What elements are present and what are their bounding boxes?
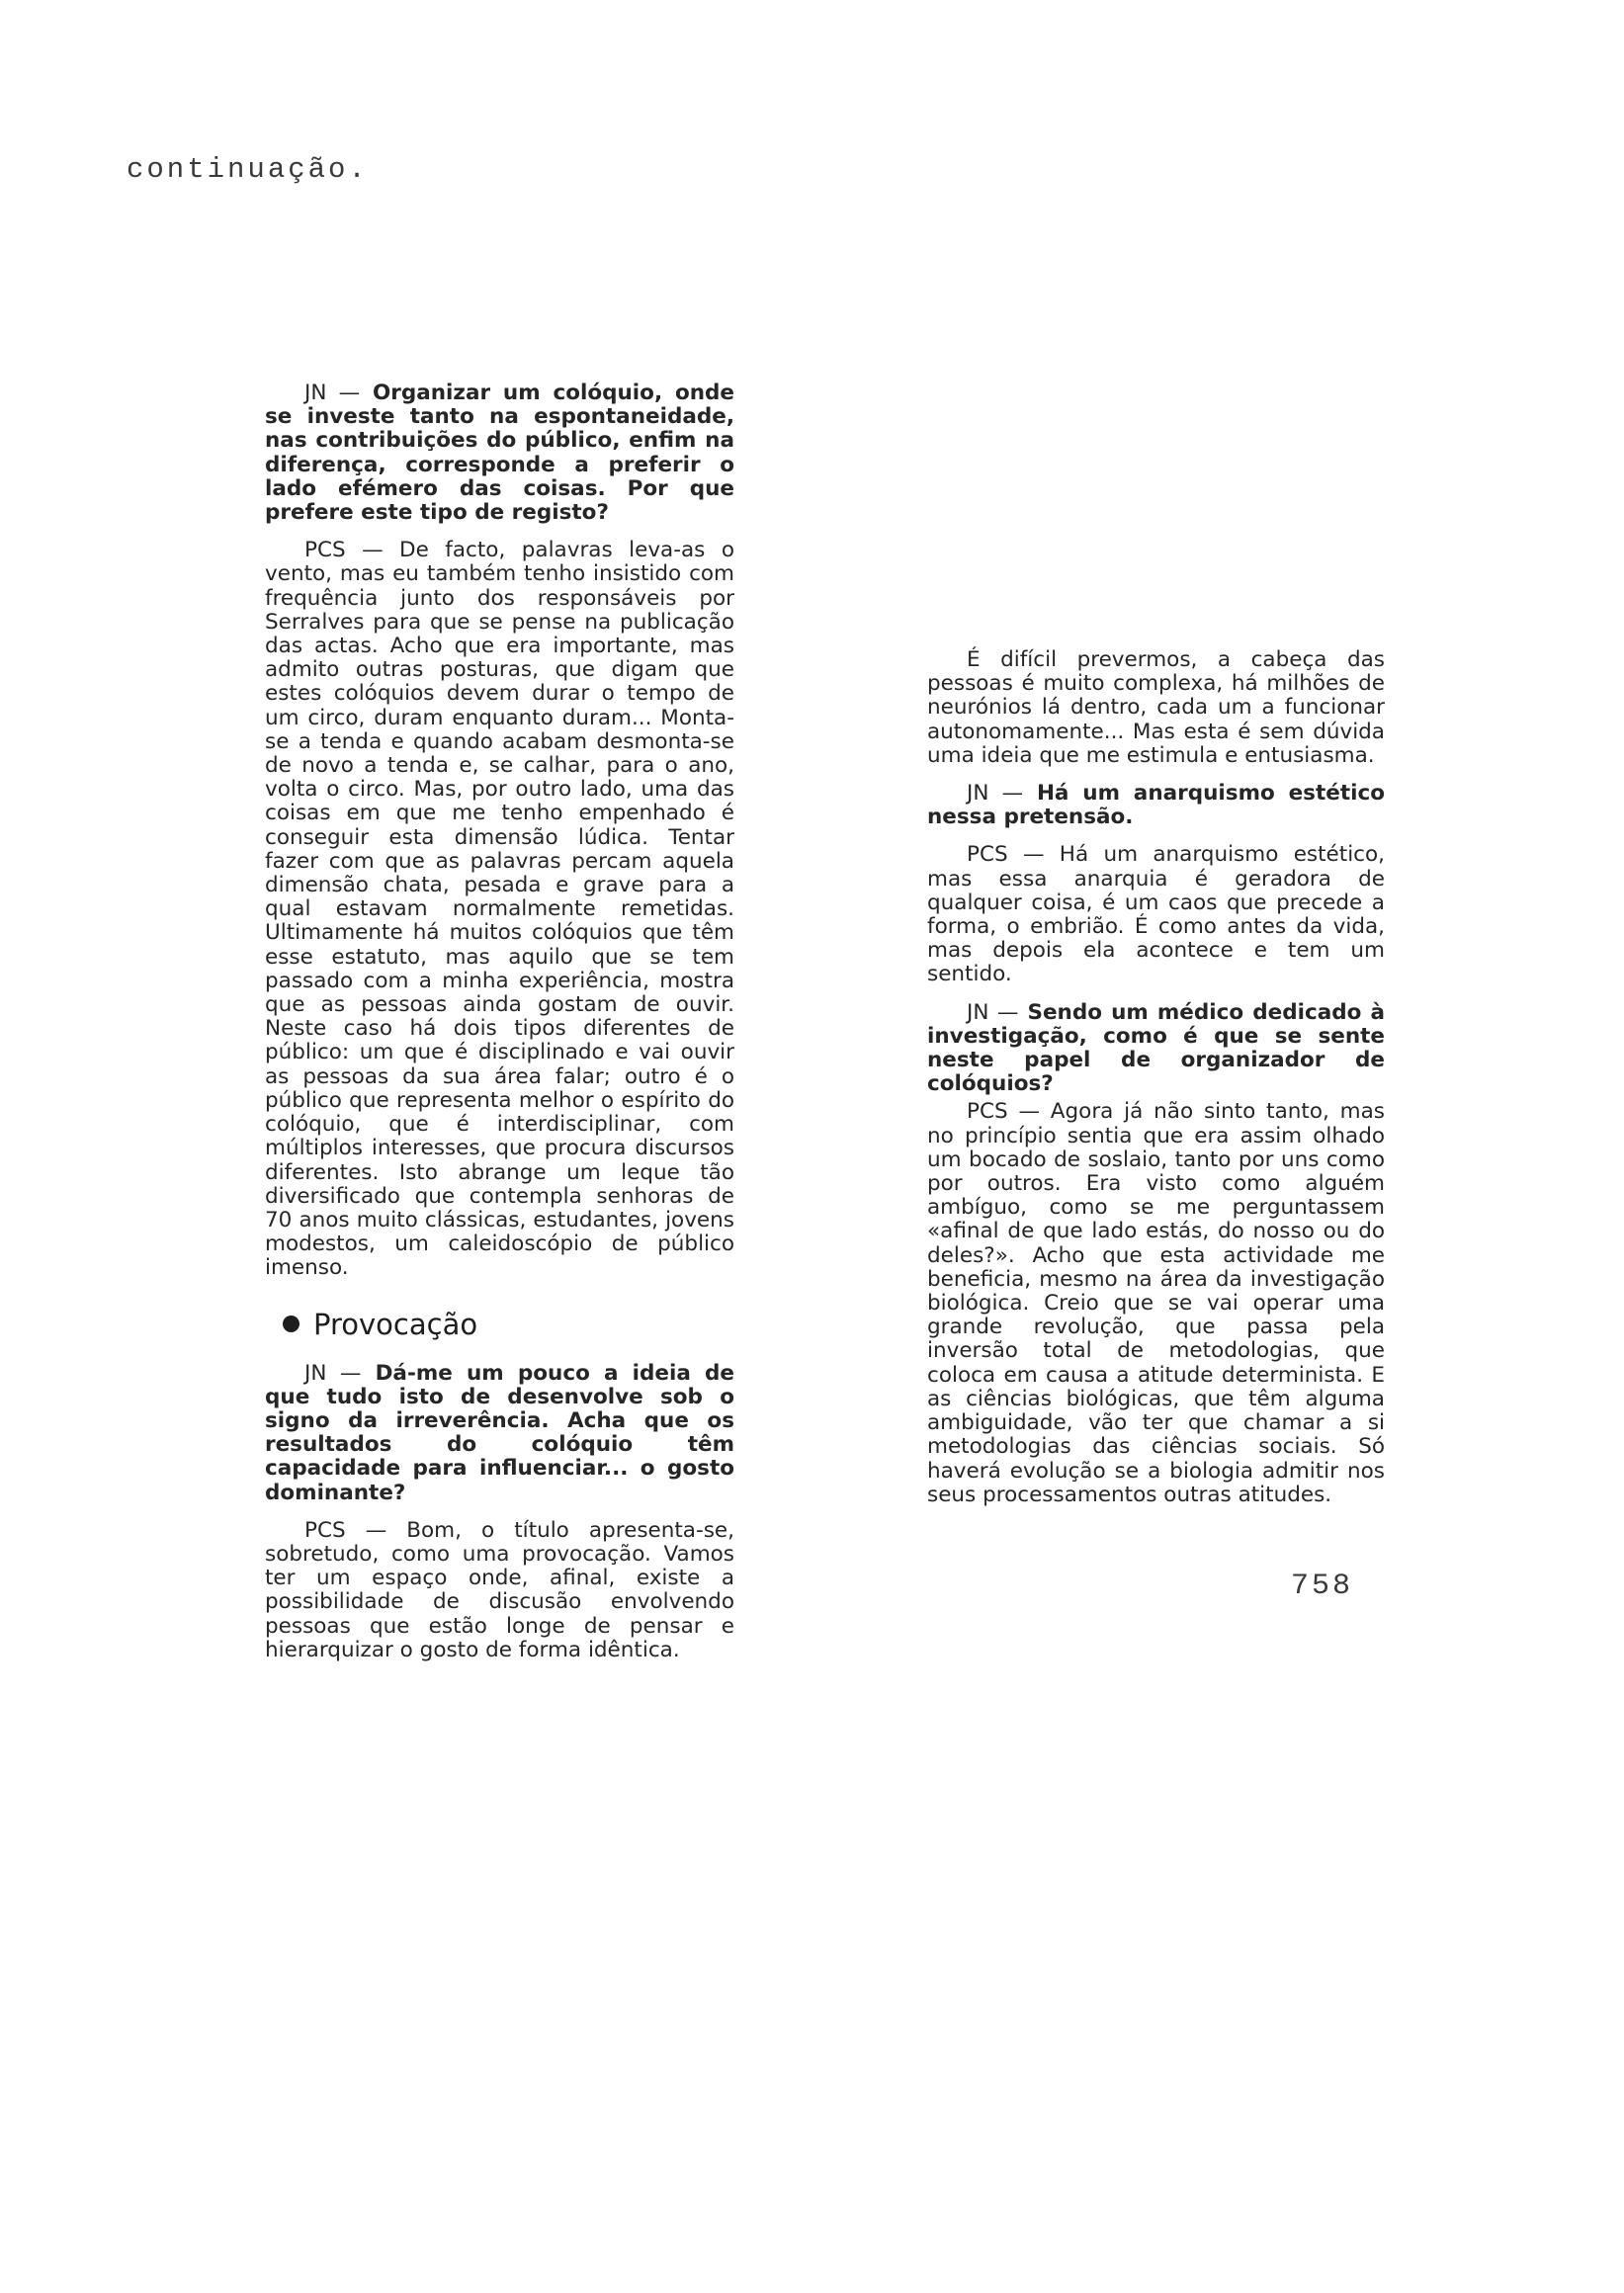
page-header: continuação. [127, 153, 369, 186]
answer-paragraph [265, 1519, 734, 1662]
speaker-label: JN — [967, 781, 1024, 807]
answer-paragraph [265, 539, 734, 1280]
speaker-label: PCS — [967, 1099, 1040, 1125]
paragraph-text: É difícil prevermos, a cabeça das pessoas é muito complexa, há milhões de neurónios lá dentro, cada um a funcionar autonomamente... Mas esta é sem dúvida uma ideia que me estimula e entusiasma. [927, 647, 1385, 768]
speaker-label: JN — [967, 999, 1019, 1025]
speaker-label: JN — [304, 381, 361, 405]
paragraph-text: Bom, o título apresenta-se, sobretudo, como uma provocação. Vamos ter um espaço onde, afinal, existe a possibilidade de discusão envolvendo pessoas que estão longe de pensar e hierarquizar o gosto de forma idêntica. [265, 1517, 734, 1662]
question-paragraph [265, 1362, 734, 1505]
section-title: Provocação [313, 1307, 478, 1341]
paragraph-text: Há um anarquismo estético, mas essa anarquia é geradora de qualquer coisa, é um caos que precede a forma, o embrião. É como antes da vida, mas depois ela acontece e tem um sentido. [927, 842, 1385, 987]
column-left [265, 382, 734, 1666]
column-right [927, 648, 1385, 1511]
paragraph-text: Dá-me um pouco a ideia de que tudo isto de desenvolve sob o signo da irreverência. Acha que os resultados do colóquio têm capacidade para influenciar... o gosto dominante? [265, 1360, 734, 1505]
paragraph-text: Organizar um colóquio, onde se investe tanto na espontaneidade, nas contribuições do público, enfim na diferença, corresponde a preferir o lado efémero das coisas. Por que prefere este tipo de registo? [265, 381, 734, 526]
question-paragraph [927, 782, 1385, 829]
paragraph-text: Há um anarquismo estético nessa pretensão. [927, 781, 1385, 830]
paragraph-text: De facto, palavras leva-as o vento, mas eu também tenho insistido com frequência junto dos responsáveis por Serralves para que se pense na publicação das actas. Acho que era importante, mas admito outras posturas, que digam que estes colóquios devem durar o tempo de um circo, duram enquanto duram... Monta-se a tenda e quando acabam desmonta-se de novo a tenda e, se calhar, para o ano, volta o circo. Mas, por outro lado, uma das coisas em que me tenho empenhado é conseguir esta dimensão lúdica. Tentar fazer com que as palavras percam aquela dimensão chata, pesada e grave para a qual estavam normalmente remetidas. Ultimamente há muitos colóquios que têm esse estatuto, mas aquilo que se tem passado com a minha experiência, mostra que as pessoas ainda gostam de ouvir. Neste caso há dois tipos diferentes de público: um que é disciplinado e vai ouvir as pessoas da sua área falar; outro é o público que representa melhor o espírito do colóquio, que é interdisciplinar, com múltiplos interesses, que procura discursos diferentes. Isto abrange um leque tão diversificado que contempla senhoras de 70 anos muito clássicas, estudantes, jovens modestos, um caleidoscópio de público imenso. [265, 538, 734, 1281]
answer-paragraph [927, 1100, 1385, 1506]
question-paragraph [927, 1001, 1385, 1097]
speaker-label: JN — [304, 1360, 362, 1386]
bullet-icon [283, 1316, 299, 1332]
paragraph-text: Agora já não sinto tanto, mas no princípio sentia que era assim olhado um bocado de soslaio, tanto por uns como por outros. Era visto como alguém ambíguo, como se me perguntassem «afinal de que lado estás, do nosso ou do deles?». Acho que esta actividade me beneficia, mesmo na área da investigação biológica. Creio que se vai operar uma grande revolução, que passa pela inversão total de metodologias, que coloca em causa a atitude determinista. E as ciências biológicas, que têm alguma ambiguidade, vão ter que chamar a si metodologias das ciências sociais. Só haverá evolução se a biologia admitir nos seus processamentos outras atitudes. [927, 1099, 1385, 1507]
speaker-label: PCS — [304, 1517, 387, 1543]
section-heading [265, 1309, 734, 1340]
speaker-label: PCS — [967, 842, 1045, 868]
answer-paragraph [927, 648, 1385, 768]
question-paragraph [265, 382, 734, 525]
answer-paragraph [927, 843, 1385, 986]
paragraph-text: Sendo um médico dedicado à investigação, como é que se sente neste papel de organizador de colóquios? [927, 999, 1385, 1097]
page-number: 758 [1291, 1570, 1354, 1603]
speaker-label: PCS — [304, 538, 384, 563]
